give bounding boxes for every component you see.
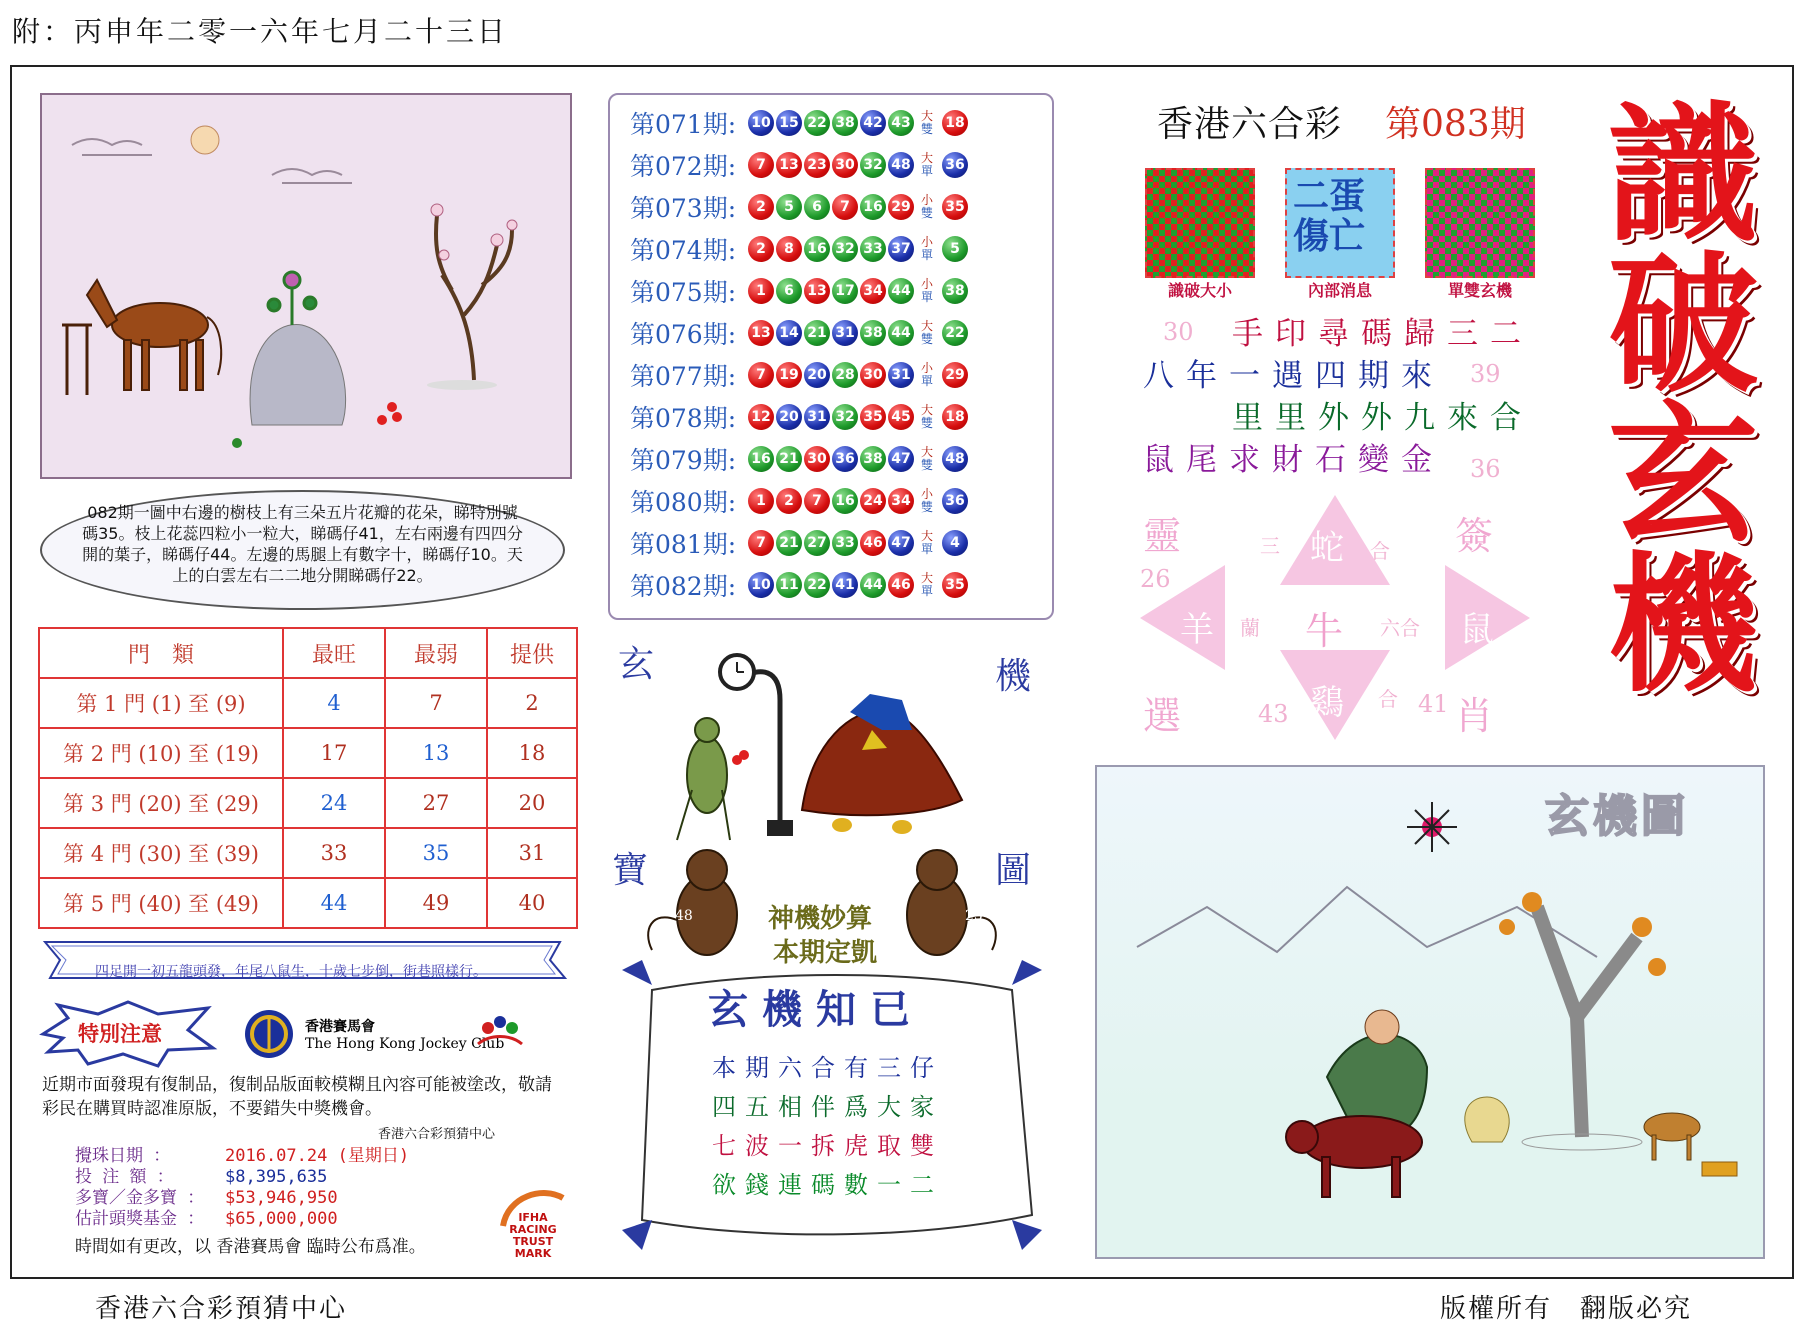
ball: 29 [888, 194, 914, 220]
scroll-poem-line: 四五相伴爲大家 [712, 1093, 943, 1121]
period-label: 第081期: [630, 530, 737, 559]
footer-right: 版權所有 翻版必究 [1440, 1294, 1693, 1324]
ball: 7 [748, 362, 774, 388]
sun-icon [191, 126, 219, 154]
leaf-icon [1499, 892, 1666, 976]
ball: 31 [804, 404, 830, 430]
door-label: 第 4 門 (30) 至 (39) [39, 828, 283, 878]
parity-marker: 雙 [920, 332, 933, 346]
center-corner-char: 玄 [618, 644, 655, 685]
diagram-small: 合 [1370, 539, 1390, 563]
ball: 12 [748, 404, 774, 430]
diagram-top: 蛇 [1310, 528, 1344, 568]
flower-icon [732, 750, 749, 765]
parity-marker: 單 [920, 584, 933, 598]
ball: 20 [804, 362, 830, 388]
ball: 7 [832, 194, 858, 220]
ball: 34 [888, 488, 914, 514]
size-parity-marker [916, 530, 938, 556]
lottery-name: 香港六合彩 [1157, 104, 1343, 145]
result-row [630, 523, 970, 563]
ball: 22 [804, 110, 830, 136]
center-corner-char: 寶 [612, 850, 649, 891]
ball: 47 [888, 446, 914, 472]
time-note: 時間如有更改，以 香港賽馬會 臨時公布爲准。 [75, 1237, 426, 1257]
special-ball: 18 [942, 404, 968, 430]
size-marker: 大 [920, 403, 933, 417]
parity-marker: 雙 [920, 416, 933, 430]
diagram-small: 合 [1378, 687, 1398, 711]
tile-oddeven [1425, 168, 1535, 301]
hot-value: 24 [283, 778, 385, 828]
cold-value: 13 [385, 728, 487, 778]
notice-org: 香港六合彩預猜中心 [378, 1127, 496, 1142]
result-row [630, 397, 970, 437]
ball: 41 [832, 572, 858, 598]
special-ball: 29 [942, 362, 968, 388]
ball: 15 [776, 110, 802, 136]
ball: 30 [832, 152, 858, 178]
period-label: 第072期: [630, 152, 737, 181]
table-row [39, 678, 577, 728]
gold-bar-icon [1702, 1162, 1737, 1176]
size-marker: 小 [920, 277, 933, 291]
size-marker: 大 [920, 319, 933, 333]
special-ball: 38 [942, 278, 968, 304]
diagram-number: 43 [1258, 700, 1289, 728]
special-ball: 18 [942, 110, 968, 136]
tile-label: 單雙玄機 [1447, 281, 1512, 300]
flower-icon [431, 204, 517, 260]
ball: 22 [804, 572, 830, 598]
ball: 32 [832, 404, 858, 430]
lamp-post-icon [737, 672, 780, 825]
mosaic-icon [1425, 168, 1535, 278]
horse-icon [87, 280, 221, 390]
cold-value: 35 [385, 828, 487, 878]
ball: 38 [860, 446, 886, 472]
ball: 44 [860, 572, 886, 598]
footer-left: 香港六合彩預猜中心 [95, 1294, 348, 1324]
tile-char: 亡 [1329, 215, 1366, 257]
size-marker: 小 [920, 361, 933, 375]
diagram-small: 六合 [1380, 616, 1420, 640]
tile-label: 識破大小 [1167, 281, 1232, 300]
ball: 6 [776, 278, 802, 304]
diagram-corner: 肖 [1455, 694, 1494, 738]
draw-info-key: 投 注 額 ： [75, 1167, 174, 1187]
ball: 14 [776, 320, 802, 346]
ball: 33 [860, 236, 886, 262]
period-label: 第076期: [630, 320, 737, 349]
hot-value: 17 [283, 728, 385, 778]
scroll-poem-line: 欲錢連碼數一二 [712, 1171, 943, 1199]
hot-value: 44 [283, 878, 385, 928]
ball: 44 [888, 320, 914, 346]
parity-marker: 雙 [920, 206, 933, 220]
diagram-small: 蘭 [1240, 616, 1260, 640]
slogan-text: 四足開一初五龍頭發，年尾八鼠生，十歲七步倒，街巷照樣行。 [95, 964, 487, 980]
jockey-club-logo [243, 1005, 295, 1063]
monkey-number: 48 [675, 908, 693, 924]
ball: 21 [804, 320, 830, 346]
poem-line [1232, 308, 1533, 353]
special-ball: 4 [942, 530, 968, 556]
diagram-corner: 簽 [1455, 514, 1494, 558]
cold-value: 27 [385, 778, 487, 828]
big-title-char: 破 [1607, 237, 1758, 413]
mosaic-icon [1145, 168, 1255, 278]
riddle-picture [40, 93, 572, 479]
poem-text: 八年一遇四期來 [1143, 358, 1444, 394]
ball: 31 [888, 362, 914, 388]
chick-icon [832, 818, 912, 834]
ball: 6 [804, 194, 830, 220]
ball: 8 [776, 236, 802, 262]
ball: 35 [860, 404, 886, 430]
center-corner-char: 機 [995, 656, 1032, 697]
poem-text: 里里外外九來合 [1232, 400, 1533, 436]
diagram-corner: 選 [1143, 694, 1182, 738]
diagram-right: 鼠 [1460, 610, 1494, 650]
col-header-offer: 提供 [487, 628, 577, 678]
period-label: 第080期: [630, 488, 737, 517]
tile-label: 內部消息 [1307, 281, 1372, 300]
ball: 13 [748, 320, 774, 346]
header-date: 附：丙申年二零一六年七月二十三日 [12, 15, 509, 48]
period-label: 第075期: [630, 278, 737, 307]
result-row [630, 355, 970, 395]
ball: 32 [860, 152, 886, 178]
size-parity-marker [916, 152, 938, 178]
size-parity-marker [916, 110, 938, 136]
special-ball: 22 [942, 320, 968, 346]
tile-size [1145, 168, 1255, 301]
door-label: 第 3 門 (20) 至 (29) [39, 778, 283, 828]
col-header-hot: 最旺 [283, 628, 385, 678]
pill-line: 本期定凱 [773, 938, 878, 968]
ball: 37 [888, 236, 914, 262]
draw-info-row [75, 1209, 409, 1230]
size-parity-marker [916, 194, 938, 220]
parity-marker: 單 [920, 164, 933, 178]
size-marker: 小 [920, 235, 933, 249]
size-parity-marker [916, 488, 938, 514]
diagram-number: 41 [1418, 690, 1449, 718]
ball: 23 [804, 152, 830, 178]
special-ball: 35 [942, 194, 968, 220]
period-label: 第074期: [630, 236, 737, 265]
hint-text: 082期一圖中右邊的樹枝上有三朵五片花瓣的花朵，睇特別號碼35。枝上花蕊四粒小一粒大，睇碼仔41，左右兩邊有四四分開的葉子，睇碼仔44。左邊的馬腿上有數字十，睇碼仔10。天上的白雲左右二二地分開睇碼仔22。 [40, 490, 565, 610]
poem-number: 39 [1470, 360, 1501, 388]
draw-info-value: 2016.07.24 (星期日) [225, 1146, 410, 1166]
door-label: 第 1 門 (1) 至 (9) [39, 678, 283, 728]
poem-line [1232, 392, 1533, 437]
result-row [630, 481, 970, 521]
tree-icon [1537, 907, 1637, 1137]
rock-icon [250, 325, 346, 425]
ball: 5 [776, 194, 802, 220]
ball: 28 [832, 362, 858, 388]
parity-marker: 單 [920, 542, 933, 556]
result-row [630, 271, 970, 311]
result-row [630, 439, 970, 479]
ball: 47 [888, 530, 914, 556]
door-table [38, 627, 578, 929]
ball: 21 [776, 446, 802, 472]
size-parity-marker [916, 320, 938, 346]
special-ball: 35 [942, 572, 968, 598]
issue-number: 第083期 [1385, 104, 1526, 145]
ball: 7 [748, 530, 774, 556]
cold-value: 49 [385, 878, 487, 928]
tile-char: 二 [1293, 175, 1330, 217]
poem-line [1143, 350, 1444, 395]
parity-marker: 單 [920, 248, 933, 262]
ball: 7 [748, 152, 774, 178]
ball: 13 [804, 278, 830, 304]
mark-six-logo [470, 1010, 530, 1060]
ball: 7 [804, 488, 830, 514]
period-label: 第077期: [630, 362, 737, 391]
deer-icon [1644, 1113, 1700, 1160]
result-row [630, 145, 970, 185]
parity-marker: 單 [920, 374, 933, 388]
ball: 30 [860, 362, 886, 388]
ball: 48 [888, 152, 914, 178]
special-ball: 36 [942, 488, 968, 514]
parity-marker: 單 [920, 290, 933, 304]
size-marker: 大 [920, 445, 933, 459]
ball: 16 [804, 236, 830, 262]
draw-info-row [75, 1146, 409, 1167]
special-ball: 36 [942, 152, 968, 178]
offer-value: 40 [487, 878, 577, 928]
result-row [630, 103, 970, 143]
door-table-wrap [38, 627, 578, 929]
special-notice-label: 特別注意 [78, 1022, 162, 1046]
ball: 1 [748, 488, 774, 514]
parity-marker: 雙 [920, 458, 933, 472]
size-parity-marker [916, 362, 938, 388]
size-marker: 大 [920, 109, 933, 123]
result-row [630, 313, 970, 353]
period-label: 第073期: [630, 194, 737, 223]
fruit-icon [377, 402, 402, 425]
ifha-label: IFHA RACING TRUST MARK [509, 1211, 557, 1260]
cold-value: 7 [385, 678, 487, 728]
ball: 46 [888, 572, 914, 598]
big-title-char: 玄 [1607, 387, 1758, 563]
ball: 43 [888, 110, 914, 136]
parity-marker: 雙 [920, 122, 933, 136]
size-marker: 小 [920, 487, 933, 501]
poem-line [1143, 434, 1444, 479]
special-ball: 48 [942, 446, 968, 472]
draw-info-value: $65,000,000 [225, 1209, 338, 1229]
draw-info [75, 1146, 409, 1230]
diagram-small: 三 [1260, 534, 1280, 558]
offer-value: 2 [487, 678, 577, 728]
ball: 30 [804, 446, 830, 472]
size-marker: 大 [920, 529, 933, 543]
size-parity-marker [916, 446, 938, 472]
ball: 16 [832, 488, 858, 514]
pic2-title: 玄機圖 [1545, 791, 1689, 842]
result-row [630, 187, 970, 227]
draw-info-key: 攪珠日期 ： [75, 1146, 171, 1166]
offer-value: 20 [487, 778, 577, 828]
scroll-poem-line: 七波一拆虎取雙 [712, 1132, 943, 1160]
ball: 16 [748, 446, 774, 472]
period-label: 第079期: [630, 446, 737, 475]
ball: 2 [748, 194, 774, 220]
col-header-door: 門 類 [39, 628, 283, 678]
scroll-title: 玄機知已 [708, 987, 924, 1033]
draw-info-key: 估計頭獎基金 ： [75, 1209, 205, 1229]
grasshopper-icon [677, 718, 730, 840]
ox-icon [1286, 1116, 1422, 1197]
ball: 10 [748, 572, 774, 598]
size-parity-marker [916, 278, 938, 304]
ball: 42 [860, 110, 886, 136]
ball: 44 [888, 278, 914, 304]
offer-value: 31 [487, 828, 577, 878]
post-icon [62, 325, 92, 395]
ball: 33 [832, 530, 858, 556]
door-label: 第 5 門 (40) 至 (49) [39, 878, 283, 928]
diagram-corner: 靈 [1143, 514, 1182, 558]
big-title-char: 識 [1607, 87, 1758, 263]
poem-number: 30 [1163, 318, 1194, 346]
hot-value: 33 [283, 828, 385, 878]
result-row [630, 229, 970, 269]
tile-char: 傷 [1293, 215, 1330, 257]
size-parity-marker [916, 236, 938, 262]
ball: 21 [776, 530, 802, 556]
ball: 17 [832, 278, 858, 304]
ball: 16 [860, 194, 886, 220]
result-row [630, 565, 970, 605]
tile-inside [1285, 168, 1395, 301]
offer-value: 18 [487, 728, 577, 778]
pill-line: 神機妙算 [768, 904, 873, 934]
hen-icon [802, 694, 962, 815]
diagram-bottom: 鷄 [1310, 683, 1344, 723]
door-label: 第 2 門 (10) 至 (19) [39, 728, 283, 778]
ball: 1 [748, 278, 774, 304]
diagram-left: 羊 [1180, 610, 1214, 650]
ball: 11 [776, 572, 802, 598]
monkey-number: 25 [965, 908, 983, 924]
ball: 31 [832, 320, 858, 346]
size-marker: 小 [920, 193, 933, 207]
club-en: The Hong Kong Jockey Club [305, 1036, 505, 1052]
results-panel [608, 93, 1054, 620]
size-parity-marker [916, 572, 938, 598]
size-parity-marker [916, 404, 938, 430]
ball: 2 [748, 236, 774, 262]
plant-icon [268, 272, 316, 325]
ball: 46 [860, 530, 886, 556]
riddle-illustration [42, 95, 570, 477]
ball: 27 [804, 530, 830, 556]
ball: 36 [832, 446, 858, 472]
inside-news-icon [1285, 168, 1395, 278]
diagram-number: 26 [1140, 565, 1171, 593]
draw-info-row [75, 1167, 409, 1188]
scroll-poem-line: 本期六合有三仔 [712, 1054, 943, 1082]
special-ball: 5 [942, 236, 968, 262]
parity-marker: 雙 [920, 500, 933, 514]
table-row [39, 828, 577, 878]
poem-text: 鼠尾求財石變金 [1143, 442, 1444, 478]
notice-body: 近期市面發現有復制品，復制品版面較模糊且內容可能被塗改，敬請彩民在購買時認准原版，不要錯失中獎機會。 [42, 1075, 552, 1119]
ball: 19 [776, 362, 802, 388]
draw-info-value: $8,395,635 [225, 1167, 328, 1187]
ball: 13 [776, 152, 802, 178]
ball: 10 [748, 110, 774, 136]
sun-icon [1407, 802, 1457, 852]
ball: 38 [860, 320, 886, 346]
ball: 24 [860, 488, 886, 514]
ball: 32 [832, 236, 858, 262]
tile-char: 蛋 [1329, 175, 1366, 217]
draw-info-value: $53,946,950 [225, 1188, 338, 1208]
ball: 34 [860, 278, 886, 304]
draw-info-row [75, 1188, 409, 1209]
ball: 38 [832, 110, 858, 136]
table-row [39, 728, 577, 778]
table-row [39, 778, 577, 828]
center-corner-char: 圖 [995, 850, 1032, 891]
hot-value: 4 [283, 678, 385, 728]
col-header-cold: 最弱 [385, 628, 487, 678]
money-bag-icon [1465, 1097, 1509, 1142]
period-label: 第082期: [630, 572, 737, 601]
period-label: 第078期: [630, 404, 737, 433]
scroll-poem [712, 1048, 943, 1200]
ball: 20 [776, 404, 802, 430]
size-marker: 大 [920, 151, 933, 165]
poem-text: 手印尋碼歸三二 [1232, 316, 1533, 352]
club-cn: 香港賽馬會 [305, 1019, 375, 1035]
ball: 2 [776, 488, 802, 514]
size-marker: 大 [920, 571, 933, 585]
draw-info-key: 多寶／金多寶 ： [75, 1188, 205, 1208]
big-title-char: 機 [1607, 537, 1758, 713]
ball: 45 [888, 404, 914, 430]
period-label: 第071期: [630, 110, 737, 139]
big-title [1598, 87, 1768, 713]
poem-number: 36 [1470, 455, 1501, 483]
diagram-center: 牛 [1305, 609, 1344, 653]
table-row [39, 878, 577, 928]
